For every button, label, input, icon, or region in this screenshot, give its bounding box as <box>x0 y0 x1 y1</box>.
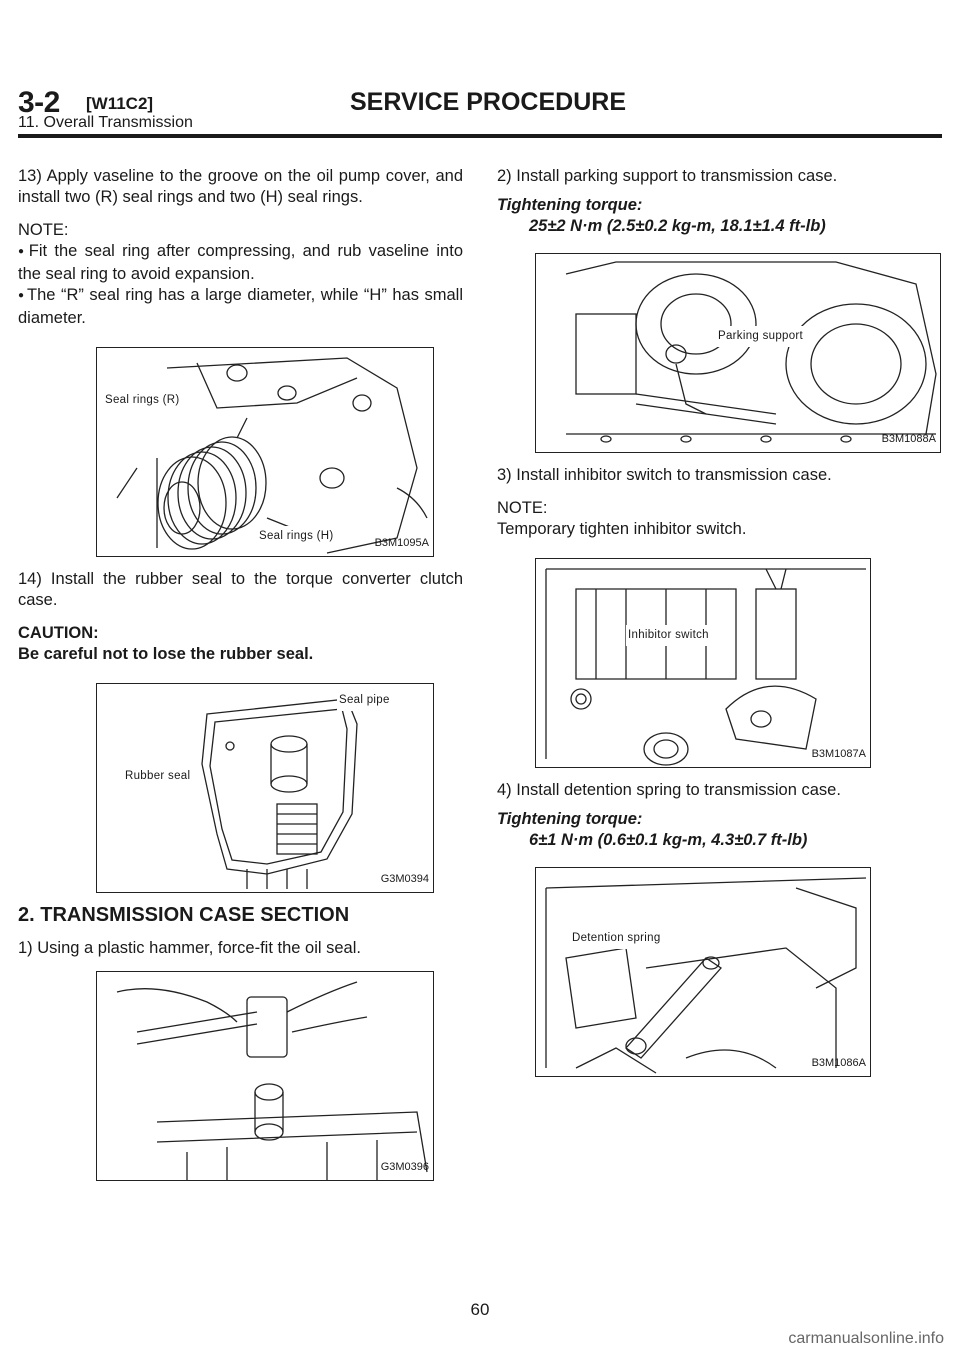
label-rubber-seal: Rubber seal <box>123 766 192 787</box>
step-14-text: 14) Install the rubber seal to the torque converter clutch case. <box>18 570 463 609</box>
figure-oil-seal-hammer <box>96 971 434 1181</box>
caution-text: Be careful not to lose the rubber seal. <box>18 645 314 663</box>
left-column <box>18 166 463 1193</box>
figure-id: B3M1088A <box>881 433 936 445</box>
section-heading: 2. TRANSMISSION CASE SECTION <box>18 904 350 926</box>
step-1-text: 1) Using a plastic hammer, force-fit the oil seal. <box>18 939 361 957</box>
note-label-right: NOTE: <box>497 499 548 517</box>
figure-parking-support <box>535 253 941 453</box>
step-2-text: 2) Install parking support to transmission case. <box>497 167 838 185</box>
note-bullet-1: ● Fit the seal ring after compressing, and rub vaseline into the seal ring to avoid expansion. <box>18 241 463 285</box>
header-divider <box>18 134 942 138</box>
page-title: SERVICE PROCEDURE <box>350 88 626 116</box>
hammer-illustration <box>97 972 434 1181</box>
label-parking-support: Parking support <box>716 326 805 347</box>
torque-label-2: Tightening torque: <box>497 810 643 828</box>
step-4-text: 4) Install detention spring to transmission case. <box>497 781 841 799</box>
caution-label: CAUTION: <box>18 624 99 642</box>
rubber-seal-illustration <box>97 684 434 893</box>
step-3-text: 3) Install inhibitor switch to transmission case. <box>497 466 832 484</box>
step-13-text: 13) Apply vaseline to the groove on the oil pump cover, and install two (R) seal rings and two (H) seal rings. <box>18 167 463 206</box>
figure-id: G3M0394 <box>380 873 429 885</box>
label-detention-spring: Detention spring <box>570 928 663 949</box>
figure-id: B3M1095A <box>374 537 429 549</box>
bullet-icon <box>18 286 27 304</box>
figure-id: B3M1087A <box>811 748 866 760</box>
section-number: 3-2 <box>18 86 60 119</box>
parking-support-illustration <box>536 254 941 453</box>
detention-spring-illustration <box>536 868 871 1077</box>
label-inhibitor-switch: Inhibitor switch <box>626 625 711 646</box>
label-seal-rings-h: Seal rings (H) <box>257 526 336 547</box>
torque-value-1: 25±2 N·m (2.5±0.2 kg-m, 18.1±1.4 ft-lb) <box>529 217 826 235</box>
note-label: NOTE: <box>18 221 69 239</box>
section-code: [W11C2] <box>86 94 154 113</box>
figure-id: B3M1086A <box>811 1057 866 1069</box>
torque-value-2: 6±1 N·m (0.6±0.1 kg-m, 4.3±0.7 ft-lb) <box>529 831 808 849</box>
note-text-right: Temporary tighten inhibitor switch. <box>497 520 747 538</box>
figure-id: G3M0396 <box>380 1161 429 1173</box>
inhibitor-switch-illustration <box>536 559 871 768</box>
watermark[interactable]: carmanualsonline.info <box>788 1330 944 1347</box>
note-bullet-2: ● The “R” seal ring has a large diameter, while “H” has small diameter. <box>18 285 463 329</box>
bullet-icon <box>18 242 29 260</box>
label-seal-pipe: Seal pipe <box>337 690 392 711</box>
page-number: 60 <box>470 1300 490 1319</box>
figure-detention-spring <box>535 867 871 1077</box>
right-column <box>497 166 942 1089</box>
page-subtitle: 11. Overall Transmission <box>18 114 193 131</box>
note-block <box>18 220 463 329</box>
figure-rubber-seal <box>96 683 434 893</box>
figure-inhibitor-switch <box>535 558 871 768</box>
figure-seal-rings <box>96 347 434 557</box>
label-seal-rings-r: Seal rings (R) <box>103 390 182 411</box>
torque-label-1: Tightening torque: <box>497 196 643 214</box>
